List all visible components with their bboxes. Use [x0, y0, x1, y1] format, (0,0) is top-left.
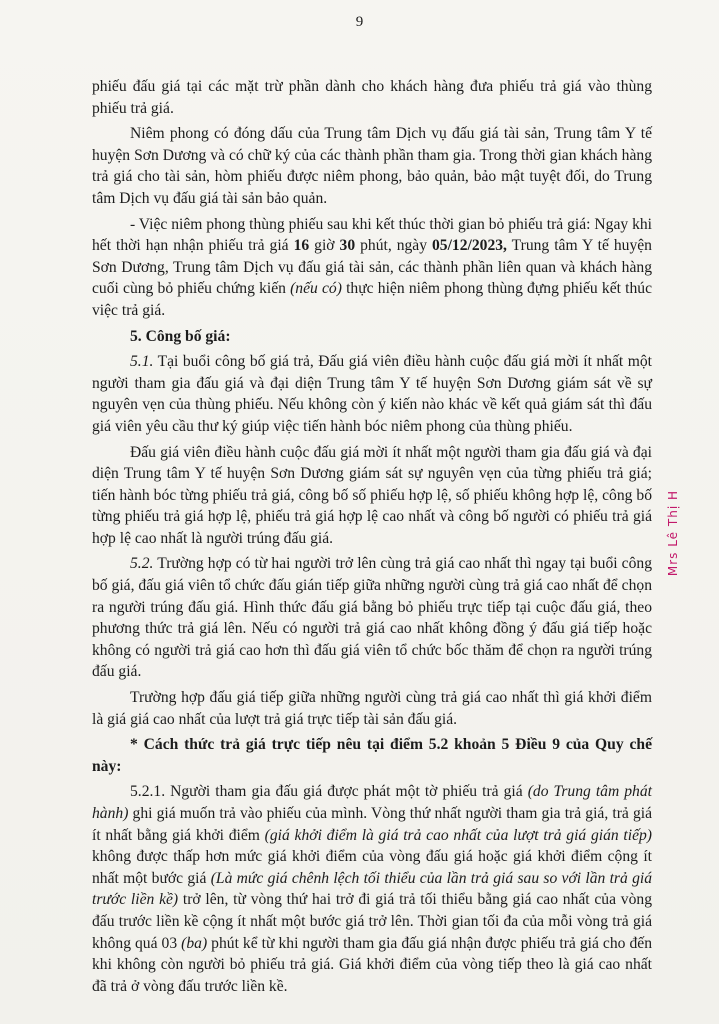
p3-italic: (nếu có) — [290, 280, 342, 298]
p9-text-c: không được thấp hơn mức giá khởi điểm của vòng đấu giá hoặc giá khởi điểm cộng ít nhất một bước giá — [92, 848, 652, 887]
p3-date: 05/12/2023, — [432, 237, 507, 255]
clause-5-2-text: Trường hợp có từ hai người trở lên cùng trả giá cao nhất thì ngay tại buổi công bố giá, đấu giá viên tổ chức đấu gián tiếp giữa những người cùng trả giá cao nhất để chọn ra người trúng đấu giá. Hình thức đấu giá bằng bỏ phiếu trực tiếp tại cuộc đấu giá, theo phương thức trả giá lên. Nếu có người trả giá cao nhất không đồng ý đấu giá tiếp hoặc không có người trả giá cao hơn thì đấu giá viên tổ chức bốc thăm để chọn ra người trúng đấu giá. — [92, 555, 652, 681]
p9-italic-3: (Là mức giá chênh lệch tối thiểu của lần trả giá sau so với lần trả giá trước liền kề) — [92, 869, 653, 909]
clause-5-1-label: 5.1. — [130, 353, 154, 371]
p9-italic-2: (giá khởi điểm là giá trả cao nhất của lượt trả giá gián tiếp) — [264, 826, 653, 844]
p3-text-f: thực hiện niêm phong thùng đựng phiếu kết thúc việc trả giá. — [92, 280, 652, 319]
p3-text-a: - Việc niêm phong thùng phiếu sau khi kết thúc thời gian bỏ phiếu trả giá: Ngay khi hết thời hạn nhận phiếu trả giá — [92, 215, 652, 255]
p9-italic-4: (ba) — [181, 934, 208, 952]
handwritten-margin-note: Mrs Lê Thị H — [666, 490, 680, 577]
p3-hour: 16 — [293, 237, 310, 255]
p3-text-d: phút, ngày — [355, 237, 432, 255]
paragraph-5-2 — [92, 553, 652, 683]
paragraph-3 — [92, 214, 652, 322]
clause-5-1-text: Tại buổi công bố giá trả, Đấu giá viên điều hành cuộc đấu giá mời ít nhất một người tham gia đấu giá và đại diện Trung tâm Y tế huyện Sơn Dương giám sát về sự nguyên vẹn của thùng phiếu. Nếu không còn ý kiến nào khác về kết quả giám sát thì đấu giá viên yêu cầu thư ký giúp việc tiến hành bóc niêm phong của thùng phiếu. — [92, 353, 652, 435]
page-number: 9 — [355, 14, 364, 30]
clause-5-2-label: 5.2. — [130, 555, 154, 573]
section-heading-5: 5. Công bố giá: — [130, 327, 231, 345]
paragraph-2: Niêm phong có đóng dấu của Trung tâm Dịch vụ đấu giá tài sản, Trung tâm Y tế huyện Sơn Dương và có chữ ký của các thành phần tham gia. Trong thời gian khách hàng trả giá cho tài sản, hòm phiếu được niêm phong, bảo quản, bảo mật tuyệt đối, do Trung tâm Dịch vụ đấu giá tài sản bảo quản. — [92, 125, 652, 207]
paragraph-5-1-b: Đấu giá viên điều hành cuộc đấu giá mời ít nhất một người tham gia đấu giá và đại diện Trung tâm Y tế huyện Sơn Dương giám sát sự nguyên vẹn của từng phiếu trả giá; tiến hành bóc từng phiếu trả giá, công bố số phiếu hợp lệ, số phiếu không hợp lệ, công bố từng phiếu trả giá hợp lệ, phiếu trả giá hợp lệ cao nhất và công bố người có phiếu trả giá hợp lệ cao nhất là người trúng đấu giá. — [92, 443, 652, 547]
paragraph-1: phiếu đấu giá tại các mặt trừ phần dành cho khách hàng đưa phiếu trả giá vào thùng phiếu trả giá. — [92, 78, 652, 117]
p3-text-c: giờ — [309, 237, 340, 255]
p9-italic-1: (do Trung tâm phát hành) — [92, 783, 652, 822]
p9-text-d: trở lên, từ vòng thứ hai trở đi giá trả tối thiểu bằng giá cao nhất của vòng đấu trước liền kề cộng ít nhất một bước giá trở lên. Thời gian tối đa của mỗi vòng trả giá không quá 03 — [92, 891, 652, 952]
p3-text-e: Trung tâm Y tế huyện Sơn Dương, Trung tâm Dịch vụ đấu giá tài sản, các thành phần liên quan và khách hàng cuối cùng bỏ phiếu chứng kiến — [92, 237, 652, 298]
paragraph-5-1 — [92, 351, 652, 437]
paragraph-5-2-b: Trường hợp đấu giá tiếp giữa những người cùng trả giá cao nhất thì giá khởi điểm là giá giá cao nhất của lượt trả giá trực tiếp tài sản đấu giá. — [92, 689, 652, 728]
p9-text-a: 5.2.1. Người tham gia đấu giá được phát một tờ phiếu trả giá — [130, 783, 528, 801]
subsection-heading: * Cách thức trả giá trực tiếp nêu tại điểm 5.2 khoản 5 Điều 9 của Quy chế này: — [92, 736, 652, 775]
p9-text-b: ghi giá muốn trả vào phiếu của mình. Vòng thứ nhất người tham gia trả giá, trả giá ít nhất bằng giá khởi điểm — [92, 805, 652, 844]
p9-text-e: phút kể từ khi người tham gia đấu giá nhận được phiếu trả giá cho đến khi không còn người bỏ phiếu trả giá. Giá khởi điểm của vòng tiếp theo là giá cao nhất đã trả ở vòng đấu trước liền kề. — [92, 934, 652, 995]
p3-minute: 30 — [339, 237, 356, 255]
paragraph-5-2-1 — [92, 781, 652, 997]
document-body — [92, 76, 652, 1001]
